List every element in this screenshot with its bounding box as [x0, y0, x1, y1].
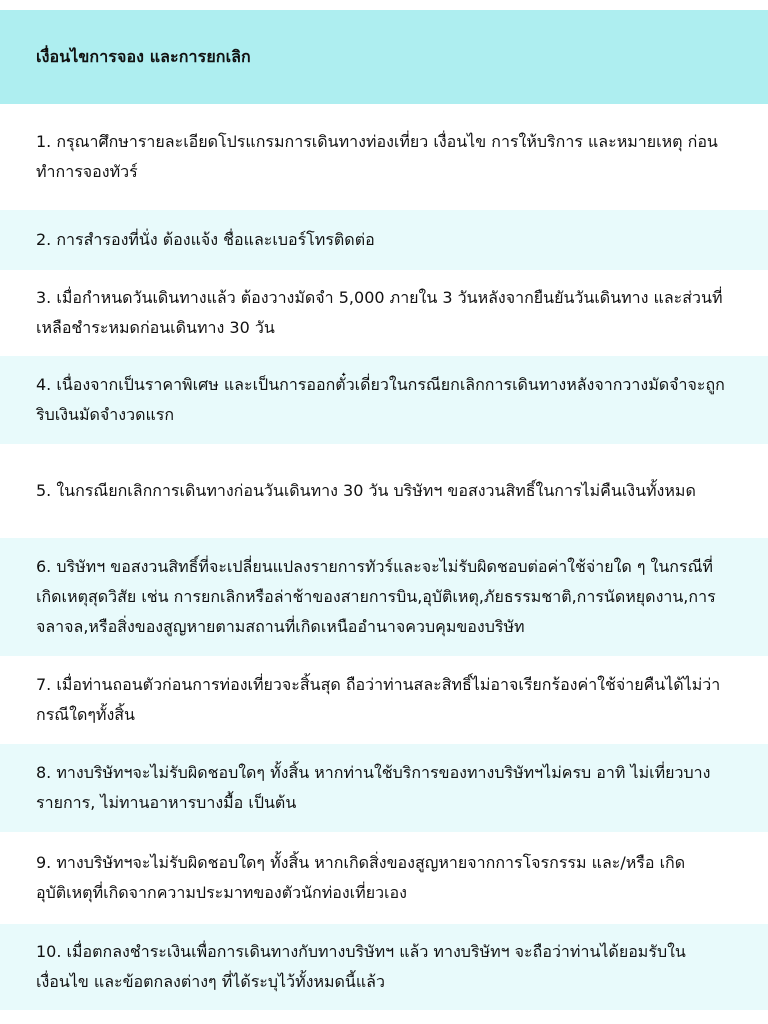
terms-header: [0, 10, 768, 104]
term-item-4: [0, 356, 768, 444]
term-item-10: [0, 924, 768, 1010]
terms-list: [0, 104, 768, 1010]
term-item-7: [0, 656, 768, 744]
term-text: 7. เมื่อท่านถอนตัวก่อนการท่องเที่ยวจะสิ้นสุด ถือว่าท่านสละสิทธิ์ไม่อาจเรียกร้องค่าใช้จ่ายคืนได้ไม่ว่ากรณีใดๆทั้งสิ้น: [36, 675, 721, 724]
term-text: 1. กรุณาศึกษารายละเอียดโปรแกรมการเดินทางท่องเที่ยว เงื่อนไข การให้บริการ และหมายเหตุ ก่อนทำการจองทัวร์: [36, 132, 718, 181]
term-text: 2. การสำรองที่นั่ง ต้องแจ้ง ชื่อและเบอร์โทรติดต่อ: [36, 230, 375, 249]
term-item-5: [0, 444, 768, 538]
term-text: 10. เมื่อตกลงชำระเงินเพื่อการเดินทางกับทางบริษัทฯ แล้ว ทางบริษัทฯ จะถือว่าท่านได้ยอมรับในเงื่อนไข และข้อตกลงต่างๆ ที่ได้ระบุไว้ทั้งหมดนี้แล้ว: [36, 942, 686, 991]
term-text: 4. เนื่องจากเป็นราคาพิเศษ และเป็นการออกตั๋วเดี่ยวในกรณียกเลิกการเดินทางหลังจากวางมัดจำจะถูกริบเงินมัดจำงวดแรก: [36, 375, 725, 424]
term-item-6: [0, 538, 768, 656]
term-text: 3. เมื่อกำหนดวันเดินทางแล้ว ต้องวางมัดจำ 5,000 ภายใน 3 วันหลังจากยืนยันวันเดินทาง และส่วนที่เหลือชำระหมดก่อนเดินทาง 30 วัน: [36, 288, 723, 337]
term-item-3: [0, 270, 768, 356]
term-item-8: [0, 744, 768, 832]
term-item-9: [0, 832, 768, 924]
term-text: 9. ทางบริษัทฯจะไม่รับผิดชอบใดๆ ทั้งสิ้น หากเกิดสิ่งของสูญหายจากการโจรกรรม และ/หรือ เกิดอุบัติเหตุที่เกิดจากความประมาทของตัวนักท่องเที่ยวเอง: [36, 853, 686, 902]
term-item-2: [0, 210, 768, 270]
terms-title: เงื่อนไขการจอง และการยกเลิก: [36, 46, 251, 66]
term-text: 5. ในกรณียกเลิกการเดินทางก่อนวันเดินทาง 30 วัน บริษัทฯ ขอสงวนสิทธิ์ในการไม่คืนเงินทั้งหมด: [36, 481, 696, 500]
term-text: 6. บริษัทฯ ขอสงวนสิทธิ์ที่จะเปลี่ยนแปลงรายการทัวร์และจะไม่รับผิดชอบต่อค่าใช้จ่ายใด ๆ ในกรณีที่เกิดเหตุสุดวิสัย เช่น การยกเลิกหรือล่าช้าของสายการบิน,อุบัติเหตุ,ภัยธรรมชาติ,การนัดหยุดงาน,การจลาจล,หรือสิ่งของสูญหายตามสถานที่เกิดเหนืออำนาจควบคุมของบริษัท: [36, 557, 716, 636]
term-text: 8. ทางบริษัทฯจะไม่รับผิดชอบใดๆ ทั้งสิ้น หากท่านใช้บริการของทางบริษัทฯไม่ครบ อาทิ ไม่เที่ยวบางรายการ, ไม่ทานอาหารบางมื้อ เป็นต้น: [36, 763, 711, 812]
term-item-1: [0, 104, 768, 210]
